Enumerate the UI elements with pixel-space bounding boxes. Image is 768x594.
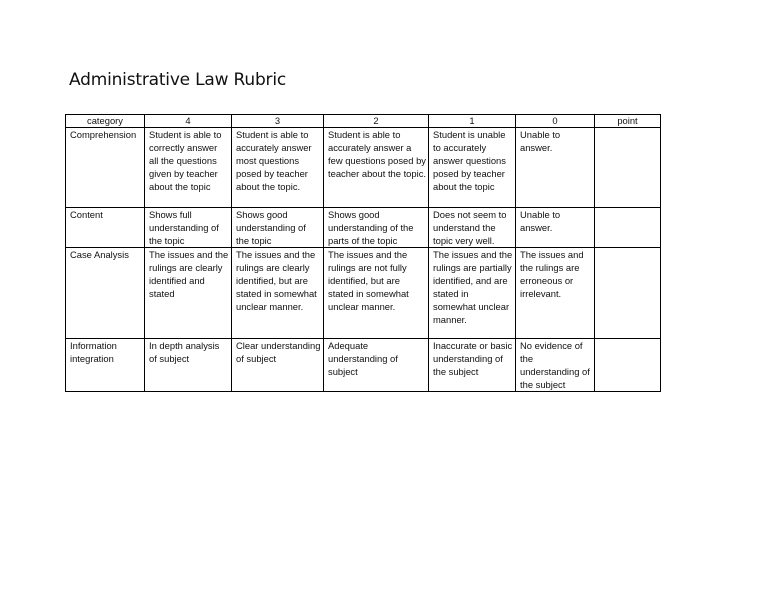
score-4-cell: The issues and the rulings are clearly identified and stated [145, 248, 232, 339]
header-score-4: 4 [145, 115, 232, 128]
score-1-cell: Inaccurate or basic understanding of the subject [429, 339, 516, 392]
header-category: category [66, 115, 145, 128]
header-score-2: 2 [324, 115, 429, 128]
score-2-cell: Student is able to accurately answer a few questions posed by teacher about the topic. [324, 128, 429, 208]
score-0-cell: The issues and the rulings are erroneous or irrelevant. [516, 248, 595, 339]
point-cell [595, 248, 661, 339]
table-row-information-integration [66, 339, 661, 392]
point-cell [595, 339, 661, 392]
score-3-cell: Student is able to accurately answer most questions posed by teacher about the topic. [232, 128, 324, 208]
point-cell [595, 208, 661, 248]
table-row-comprehension [66, 128, 661, 208]
score-4-cell: In depth analysis of subject [145, 339, 232, 392]
score-2-cell: Adequate understanding of subject [324, 339, 429, 392]
rubric-table [65, 114, 661, 392]
score-0-cell: Unable to answer. [516, 128, 595, 208]
page-title: Administrative Law Rubric [69, 70, 287, 90]
score-2-cell: The issues and the rulings are not fully identified, but are stated in somewhat unclear manner. [324, 248, 429, 339]
score-0-cell: No evidence of the understanding of the subject [516, 339, 595, 392]
point-cell [595, 128, 661, 208]
score-2-cell: Shows good understanding of the parts of the topic [324, 208, 429, 248]
score-4-cell: Student is able to correctly answer all the questions given by teacher about the topic [145, 128, 232, 208]
header-score-0: 0 [516, 115, 595, 128]
score-1-cell: The issues and the rulings are partially identified, and are stated in somewhat unclear manner. [429, 248, 516, 339]
score-3-cell: Shows good understanding of the topic [232, 208, 324, 248]
score-1-cell: Student is unable to accurately answer questions posed by teacher about the topic [429, 128, 516, 208]
table-row-case-analysis [66, 248, 661, 339]
score-3-cell: Clear understanding of subject [232, 339, 324, 392]
header-row [66, 115, 661, 128]
category-cell: Content [66, 208, 145, 248]
category-cell: Information integration [66, 339, 145, 392]
header-score-1: 1 [429, 115, 516, 128]
score-3-cell: The issues and the rulings are clearly identified, but are stated in somewhat unclear manner. [232, 248, 324, 339]
header-score-3: 3 [232, 115, 324, 128]
header-point: point [595, 115, 661, 128]
score-1-cell: Does not seem to understand the topic very well. [429, 208, 516, 248]
category-cell: Case Analysis [66, 248, 145, 339]
table-row-content [66, 208, 661, 248]
score-0-cell: Unable to answer. [516, 208, 595, 248]
category-cell: Comprehension [66, 128, 145, 208]
score-4-cell: Shows full understanding of the topic [145, 208, 232, 248]
